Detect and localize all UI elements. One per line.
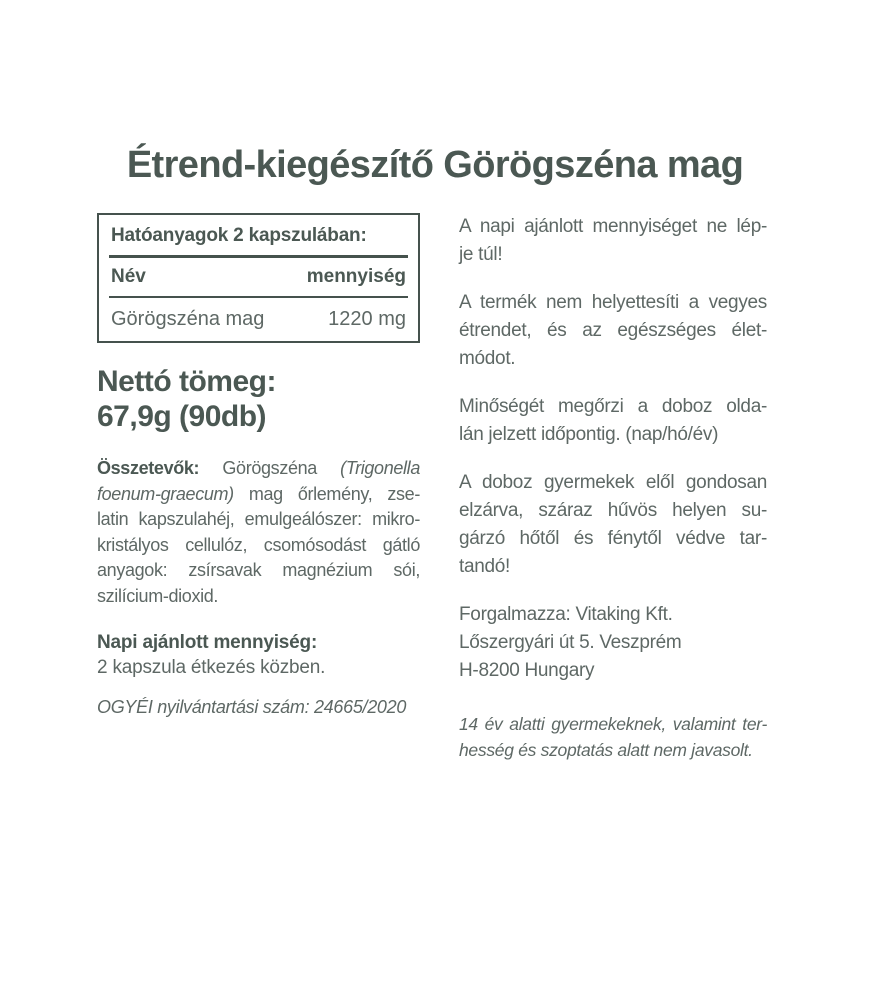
text-line: módot. xyxy=(459,348,516,369)
text-line: tandó! xyxy=(459,556,511,577)
text-line: gárzó hőtől és fénytől védve tar- xyxy=(459,528,767,549)
text-line: H-8200 Hungary xyxy=(459,660,595,681)
ingredient-amount: 1220 mg xyxy=(328,308,406,330)
text-line: lán jelzett időpontig. (nap/hó/év) xyxy=(459,424,719,445)
warning-varied-diet xyxy=(459,289,767,373)
warning-daily-dose xyxy=(459,213,767,269)
table-row xyxy=(109,298,408,331)
ingredients-segment: latin kapszulahéj, emulgeálószer: mikro- xyxy=(97,509,420,529)
table-column-row xyxy=(109,258,408,296)
text-line: A doboz gyermekek elől gondosan xyxy=(459,472,767,493)
ingredients-segment: anyagok: zsírsavak magnézium sói, xyxy=(97,560,420,580)
ingredients-line xyxy=(97,584,420,610)
age-warning xyxy=(459,711,767,763)
daily-dose-value: 2 kapszula étkezés közben. xyxy=(97,657,326,678)
text-line: 14 év alatti gyermekeknek, valamint ter- xyxy=(459,714,767,734)
distributor-address xyxy=(459,601,767,685)
page-title: Étrend-kiegészítő Görögszéna mag xyxy=(126,144,744,186)
daily-dose-label: Napi ajánlott mennyiség: xyxy=(97,632,318,653)
best-before-note xyxy=(459,393,767,449)
text-line: Forgalmazza: Vitaking Kft. xyxy=(459,604,673,625)
right-column xyxy=(459,213,767,783)
ingredients-line xyxy=(97,507,420,533)
text-line: je túl! xyxy=(459,244,503,265)
ingredient-name: Görögszéna mag xyxy=(111,308,265,330)
ingredients-segment: (Trigonella xyxy=(340,458,420,478)
ingredients-segment: foenum-graecum) xyxy=(97,483,234,504)
ingredients-segment: Összetevők: xyxy=(97,458,200,478)
daily-dose xyxy=(97,630,420,680)
text-line: hesség és szoptatás alatt nem javasolt. xyxy=(459,740,753,760)
net-weight xyxy=(97,364,420,434)
table-col-name: Név xyxy=(111,266,146,287)
ingredients-segment: Görögszéna xyxy=(199,458,341,478)
ingredients-line xyxy=(97,558,420,584)
table-col-amount: mennyiség xyxy=(306,266,406,287)
registration-number: OGYÉI nyilvántartási szám: 24665/2020 xyxy=(97,697,407,717)
text-line: elzárva, száraz hűvös helyen su- xyxy=(459,500,767,521)
text-line: A napi ajánlott mennyiséget ne lép- xyxy=(459,216,767,237)
text-line: Lőszergyári út 5. Veszprém xyxy=(459,632,682,653)
ingredients-line xyxy=(97,482,420,508)
ingredients-segment: kristályos cellulóz, csomósodást gátló xyxy=(97,534,420,555)
left-column xyxy=(97,213,420,718)
table-header: Hatóanyagok 2 kapszulában: xyxy=(111,225,367,246)
active-ingredients-table xyxy=(97,213,420,343)
ingredients-segment: szilícium-dioxid. xyxy=(97,585,219,606)
storage-note xyxy=(459,469,767,581)
text-line: Minőségét megőrzi a doboz olda- xyxy=(459,396,767,417)
ingredients-line xyxy=(97,456,420,482)
ingredients-segment: mag őrlemény, zse- xyxy=(233,483,420,504)
text-line: A termék nem helyettesíti a vegyes xyxy=(459,292,767,313)
net-weight-value: 67,9g (90db) xyxy=(97,400,267,433)
text-line: étrendet, és az egészséges élet- xyxy=(459,320,767,341)
net-weight-label: Nettó tömeg: xyxy=(97,365,276,398)
ingredients-line xyxy=(97,533,420,559)
ingredients-paragraph xyxy=(97,456,420,609)
